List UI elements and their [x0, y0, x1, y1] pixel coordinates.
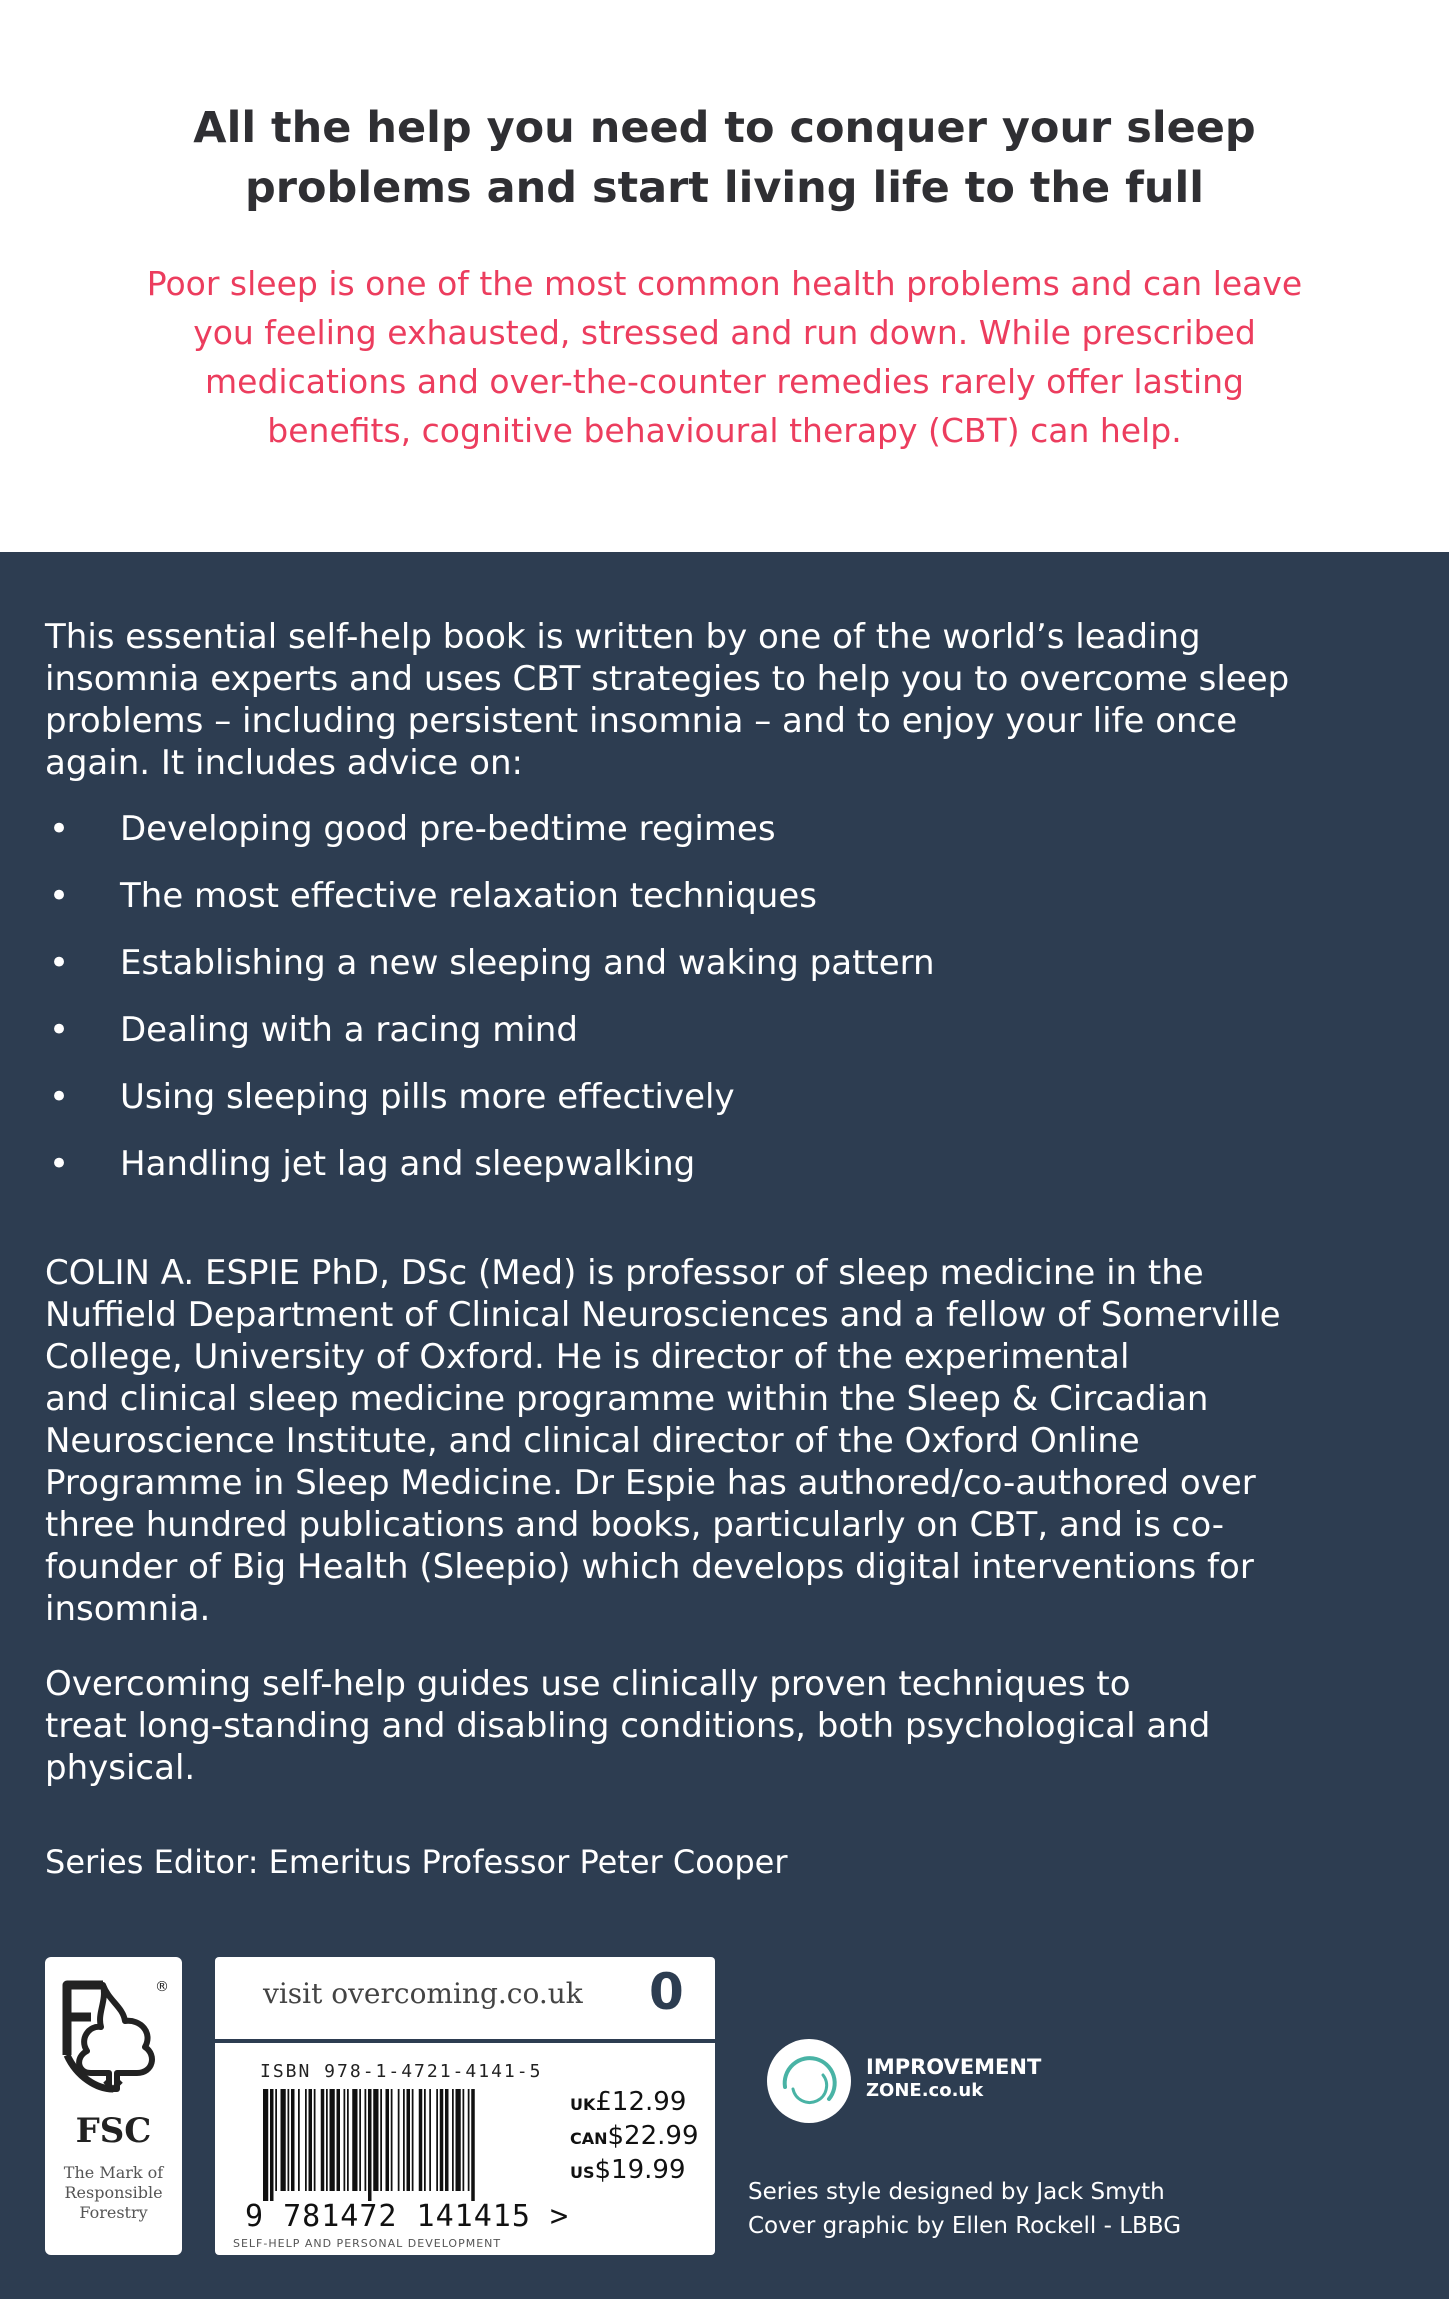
improvement-zone-line: IMPROVEMENT [866, 2055, 1042, 2079]
price-code: 0 [649, 1963, 684, 2021]
fsc-tagline [45, 2163, 182, 2223]
author-bio-line: Nuffield Department of Clinical Neurosciences and a fellow of Somerville [45, 1295, 1281, 1335]
barcode-digits: 9 781472 141415 > [245, 2199, 570, 2234]
series-blurb-line: physical. [45, 1748, 196, 1788]
fsc-label: FSC [75, 2111, 152, 2151]
description-line: again. It includes advice on: [45, 743, 523, 783]
author-bio-line: Neuroscience Institute, and clinical director of the Oxford Online [45, 1421, 1140, 1461]
cover-bottom-section [0, 552, 1449, 2299]
credit-line: Series style designed by Jack Smyth [748, 2179, 1165, 2205]
description-paragraph [45, 616, 1425, 784]
credit-line: Cover graphic by Ellen Rockell - LBBG [748, 2213, 1182, 2239]
series-editor: Series Editor: Emeritus Professor Peter Cooper [45, 1843, 788, 1881]
price-amount: $22.99 [607, 2121, 699, 2151]
price-amount: $19.99 [594, 2155, 686, 2185]
intro-line: medications and over-the-counter remedies rarely offer lasting [205, 362, 1244, 401]
fsc-tree-icon [57, 1977, 170, 2097]
description-line: insomnia experts and uses CBT strategies to help you to overcome sleep [45, 659, 1290, 699]
bullet-icon: • [49, 876, 70, 916]
intro-text [0, 259, 1449, 455]
bullet-icon: • [49, 1077, 70, 1117]
improvement-zone-line: ZONE.co.uk [866, 2080, 984, 2101]
price-row [570, 2085, 699, 2119]
genre-label: SELF-HELP AND PERSONAL DEVELOPMENT [233, 2237, 502, 2250]
advice-item-text: Establishing a new sleeping and waking pattern [120, 943, 935, 983]
price-currency: US [570, 2163, 595, 2182]
author-bio-line: founder of Big Health (Sleepio) which develops digital interventions for [45, 1547, 1254, 1587]
description-line: This essential self-help book is written by one of the world’s leading [45, 617, 1201, 657]
bullet-icon: • [49, 943, 70, 983]
improvement-zone-text [866, 2055, 1041, 2103]
intro-line: Poor sleep is one of the most common health problems and can leave [146, 264, 1303, 303]
website-row [215, 1957, 715, 2043]
intro-line: you feeling exhausted, stressed and run down. While prescribed [193, 313, 1256, 352]
author-bio-line: Programme in Sleep Medicine. Dr Espie has authored/co-authored over [45, 1463, 1256, 1503]
series-blurb-line: treat long-standing and disabling conditions, both psychological and [45, 1706, 1211, 1746]
bullet-icon: • [49, 1010, 70, 1050]
bullet-icon: • [49, 809, 70, 849]
cover-top-section [0, 0, 1449, 552]
barcode-icon [257, 2089, 557, 2201]
advice-item-text: Dealing with a racing mind [120, 1010, 578, 1050]
description-line: problems – including persistent insomnia – and to enjoy your life once [45, 701, 1238, 741]
isbn-text: ISBN 978-1-4721-4141-5 [260, 2061, 543, 2082]
website-text: visit overcoming.co.uk [263, 1977, 583, 2010]
advice-item-text: Using sleeping pills more effectively [120, 1077, 735, 1117]
intro-line: benefits, cognitive behavioural therapy (CBT) can help. [267, 411, 1182, 450]
price-currency: UK [570, 2095, 596, 2114]
author-bio-line: COLIN A. ESPIE PhD, DSc (Med) is professor of sleep medicine in the [45, 1253, 1204, 1293]
author-bio-line: and clinical sleep medicine programme within the Sleep & Circadian [45, 1379, 1209, 1419]
price-amount: £12.99 [595, 2087, 687, 2117]
price-currency: CAN [570, 2129, 608, 2148]
author-bio-line: three hundred publications and books, particularly on CBT, and is co- [45, 1505, 1225, 1545]
author-bio [45, 1252, 1425, 1630]
author-bio-line: College, University of Oxford. He is director of the experimental [45, 1337, 1130, 1377]
bullet-icon: • [49, 1144, 70, 1184]
price-row [570, 2153, 699, 2187]
advice-item-text: Handling jet lag and sleepwalking [120, 1144, 696, 1184]
cover-credits [748, 2175, 1181, 2243]
fsc-tagline-line: Responsible [64, 2183, 163, 2202]
registered-mark: ® [155, 1979, 169, 1995]
price-row [570, 2119, 699, 2153]
improvement-zone-logo-icon [765, 2037, 853, 2125]
fsc-logo [45, 1957, 182, 2255]
series-blurb [45, 1663, 1425, 1789]
barcode-panel [215, 1957, 715, 2255]
advice-item-text: The most effective relaxation techniques [120, 876, 817, 916]
headline-line: All the help you need to conquer your sleep [193, 103, 1256, 153]
fsc-tagline-line: The Mark of [63, 2163, 164, 2182]
headline-line: problems and start living life to the full [245, 163, 1204, 213]
price-list [570, 2085, 699, 2187]
advice-item-text: Developing good pre-bedtime regimes [120, 809, 776, 849]
author-bio-line: insomnia. [45, 1589, 211, 1629]
series-blurb-line: Overcoming self-help guides use clinically proven techniques to [45, 1664, 1131, 1704]
headline [0, 98, 1449, 218]
fsc-tagline-line: Forestry [79, 2203, 148, 2222]
